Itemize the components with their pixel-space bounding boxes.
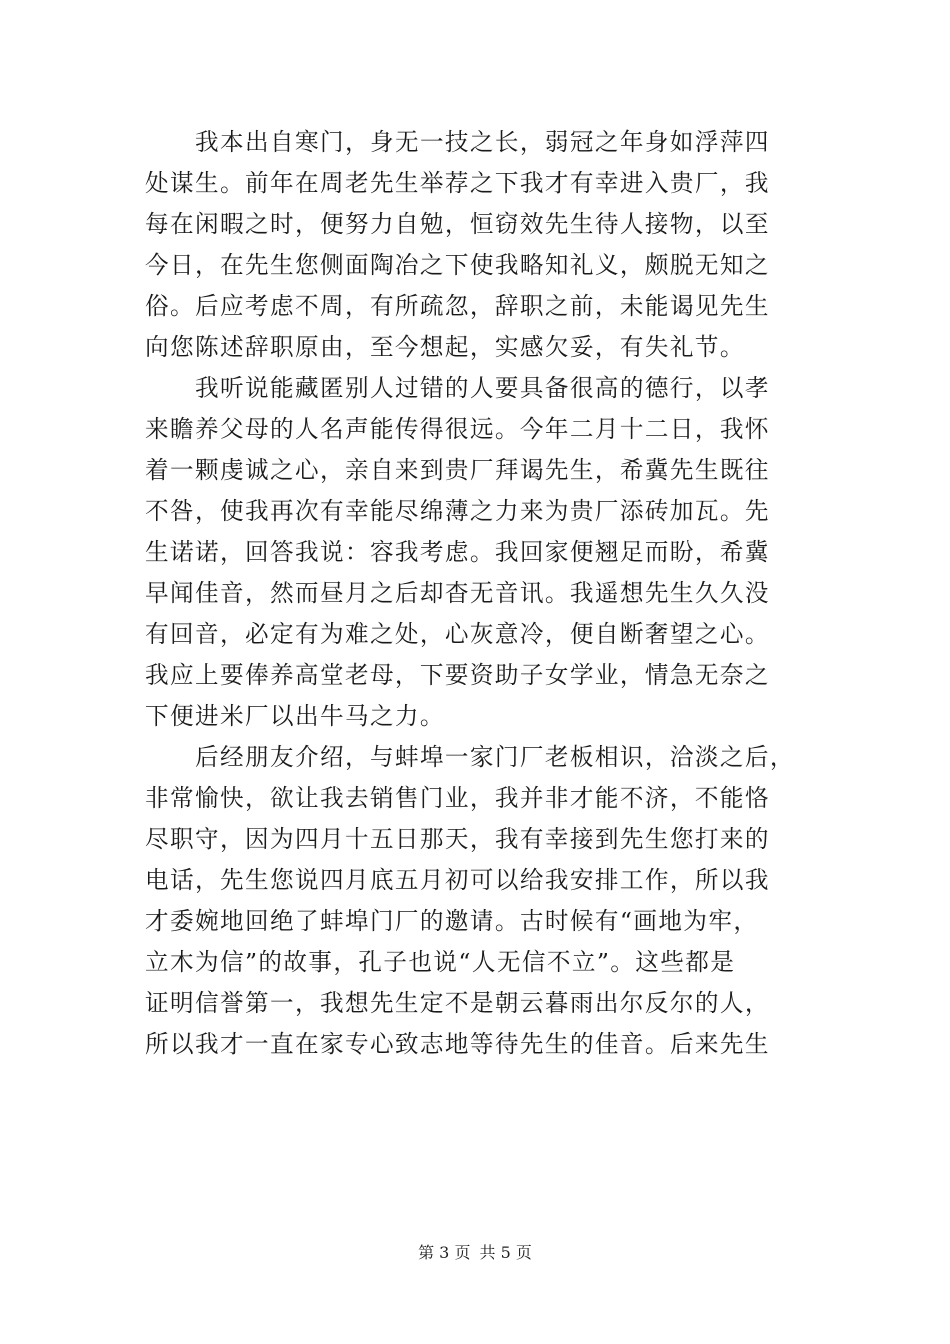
text-line: 证明信誉第一，我想先生定不是朝云暮雨出尔反尔的人， bbox=[145, 989, 770, 1017]
paragraph-1 bbox=[145, 122, 815, 368]
text-line: 俗。后应考虑不周，有所疏忽，辞职之前，未能谒见先生 bbox=[145, 292, 770, 320]
text-line: 早闻佳音，然而昼月之后却杳无音讯。我遥想先生久久没 bbox=[145, 579, 770, 607]
text-line: 所以我才一直在家专心致志地等待先生的佳音。后来先生 bbox=[145, 1030, 770, 1058]
text-line: 尽职守，因为四月十五日那天，我有幸接到先生您打来的 bbox=[145, 825, 770, 853]
text-line: 非常愉快，欲让我去销售门业，我并非才能不济，不能恪 bbox=[145, 784, 770, 812]
paragraph-3 bbox=[145, 737, 815, 1065]
text-line: 立木为信”的故事，孔子也说“人无信不立”。这些都是 bbox=[145, 948, 736, 976]
page-number: 第 3 页 bbox=[418, 1243, 471, 1262]
text-line: 不咎，使我再次有幸能尽绵薄之力来为贵厂添砖加瓦。先 bbox=[145, 497, 770, 525]
text-line: 有回音，必定有为难之处，心灰意冷，便自断奢望之心。 bbox=[145, 620, 770, 648]
text-line: 每在闲暇之时，便努力自勉，恒窃效先生待人接物，以至 bbox=[145, 210, 770, 238]
text-line: 我本出自寒门，身无一技之长，弱冠之年身如浮萍四 bbox=[195, 128, 770, 156]
paragraph-2 bbox=[145, 368, 815, 737]
text-line: 今日，在先生您侧面陶冶之下使我略知礼义，颇脱无知之 bbox=[145, 251, 770, 279]
text-line: 下便进米厂以出牛马之力。 bbox=[145, 702, 445, 730]
document-body bbox=[145, 122, 815, 1065]
text-line: 处谋生。前年在周老先生举荐之下我才有幸进入贵厂，我 bbox=[145, 169, 770, 197]
text-line: 后经朋友介绍，与蚌埠一家门厂老板相识，洽淡之后， bbox=[195, 743, 795, 771]
text-line: 电话，先生您说四月底五月初可以给我安排工作，所以我 bbox=[145, 866, 770, 894]
text-line: 才委婉地回绝了蚌埠门厂的邀请。古时候有“画地为牢， bbox=[145, 907, 759, 935]
text-line: 着一颗虔诚之心，亲自来到贵厂拜谒先生，希冀先生既往 bbox=[145, 456, 770, 484]
text-line: 我听说能藏匿别人过错的人要具备很高的德行，以孝 bbox=[195, 374, 770, 402]
text-line: 我应上要俸养高堂老母，下要资助子女学业，情急无奈之 bbox=[145, 661, 770, 689]
text-line: 生诺诺，回答我说：容我考虑。我回家便翘足而盼，希冀 bbox=[145, 538, 770, 566]
page-total: 共 5 页 bbox=[479, 1243, 532, 1262]
page-footer bbox=[0, 1240, 950, 1263]
text-line: 来瞻养父母的人名声能传得很远。今年二月十二日，我怀 bbox=[145, 415, 770, 443]
text-line: 向您陈述辞职原由，至今想起，实感欠妥，有失礼节。 bbox=[145, 333, 745, 361]
